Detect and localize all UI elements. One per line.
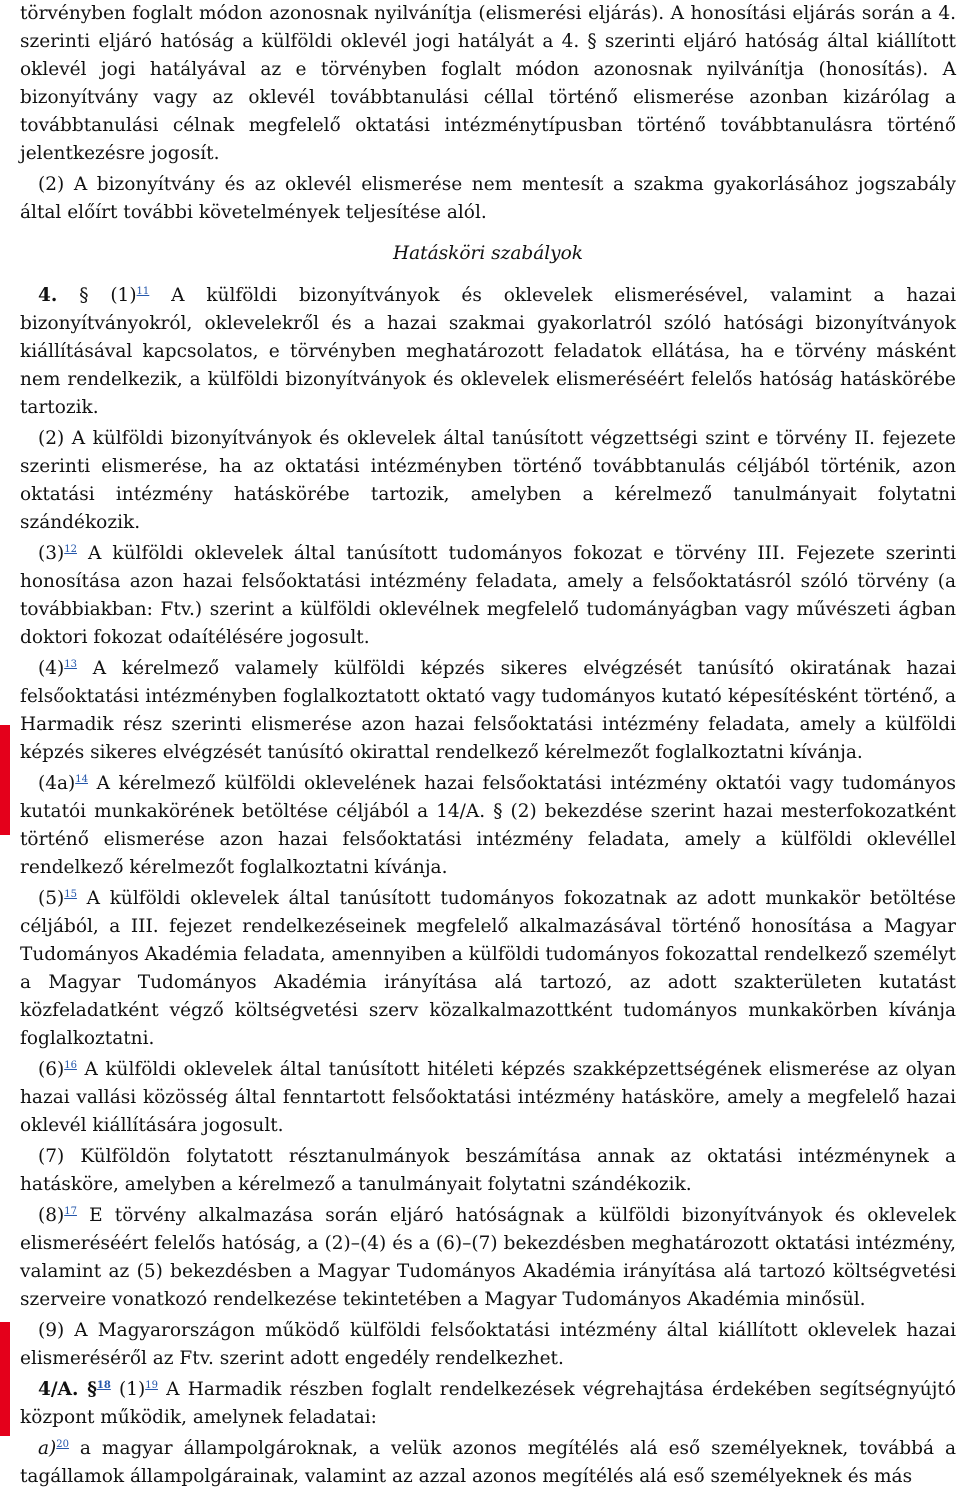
subsection-number: (6)	[38, 1059, 65, 1080]
subsection-number: (3)	[38, 543, 65, 564]
subsection-number: (1)	[110, 1379, 146, 1400]
list-item-a	[20, 1435, 956, 1491]
footnote-link-11[interactable]: 11	[136, 285, 150, 297]
footnote-link-19[interactable]: 19	[145, 1379, 158, 1391]
subsection-number: (5)	[38, 888, 65, 909]
footnote-link-13[interactable]: 13	[64, 658, 77, 670]
footnote-link-16[interactable]: 16	[64, 1059, 77, 1071]
document-page	[20, 0, 956, 1494]
section-4-4-text: A kérelmező valamely külföldi képzés sikeres elvégzését tanúsító okiratának hazai felsőoktatási intézményben foglalkoztatott oktató vagy tudományos kutató képesítésként történő, a Harmadik rész szerinti elismerése azon hazai felsőoktatási intézmény feladata, amely a külföldi képzés sikeres elvégzését tanúsító okirattal rendelkező kérelmezőt foglalkoztatni kívánja.	[20, 658, 956, 763]
section-symbol: § (1)	[57, 285, 137, 306]
section-4-4a-text: A kérelmező külföldi oklevelének hazai felsőoktatási intézmény oktatói vagy tudományos kutatói munkakörének betöltése céljából a 14/A. § (2) bekezdése szerint hazai mesterfokozatként történő elismerése azon hazai felsőoktatási intézmény feladata, amely a külföldi oklevéllel rendelkező kérelmezőt foglalkoztatni kívánja.	[20, 773, 956, 878]
section-4-5	[20, 885, 956, 1053]
section-4-5-text: A külföldi oklevelek által tanúsított tudományos fokozatnak az adott munkakör betöltése céljából, a III. fejezet rendelkezéseinek megfelelő alkalmazásával történő honosítása a Magyar Tudományos Akadémia feladata, amennyiben a külföldi tudományos fokozattal rendelkező személyt a Magyar Tudományos Akadémia irányítása alá tartozó, az adott szakterületen kutatást közfeladatként végző költségvetési szerv közalkalmazottként tudományos munkakörben kívánja foglalkoztatni.	[20, 888, 956, 1049]
item-label: a)	[38, 1438, 57, 1459]
section-4-7: (7) Külföldön folytatott résztanulmányok beszámítása annak az oktatási intézménynek a hatásköre, amelyben a kérelmező a tanulmányait folytatni szándékozik.	[20, 1146, 956, 1195]
paragraph-3-2: (2) A bizonyítvány és az oklevél elismerése nem mentesít a szakma gyakorlásához jogszabály által előírt további követelmények teljesítése alól.	[20, 174, 956, 223]
section-4-6	[20, 1056, 956, 1140]
section-4-4a	[20, 770, 956, 882]
footnote-link-14[interactable]: 14	[75, 773, 88, 785]
subsection-number: (4a)	[38, 773, 76, 794]
amendment-marker-4a	[0, 725, 10, 835]
item-a-text: a magyar állampolgároknak, a velük azonos megítélés alá eső személyeknek, továbbá a tagállamok állampolgárainak, valamint az azzal azonos megítélés alá eső személyeknek és más	[20, 1438, 956, 1487]
section-4-9: (9) A Magyarországon működő külföldi felsőoktatási intézmény által kiállított oklevelek hazai elismeréséről az Ftv. szerint adott engedély rendelkezhet.	[20, 1320, 956, 1369]
paragraph-continued: törvényben foglalt módon azonosnak nyilvánítja (elismerési eljárás). A honosítási eljárás során a 4. szerinti eljáró hatóság a külföldi oklevél jogi hatályát a 4. § szerinti eljáró hatóság által kiállított oklevél jogi hatályával az e törvényben foglalt módon azonosnak nyilvánítja (honosítás). A bizonyítvány vagy az oklevél továbbtanulási céllal történő elismerése azonban kizárólag a továbbtanulási célnak megfelelő oktatási intézménytípusban történő továbbtanulásra történő jelentkezésre jogosít.	[20, 3, 956, 164]
section-4-6-text: A külföldi oklevelek által tanúsított hitéleti képzés szakképzettségének elismerése az olyan hazai vallási közösség által fenntartott felsőoktatási intézmény hatásköre, amely a megfelelő hazai oklevél kiállítására jogosult.	[20, 1059, 956, 1136]
footnote-link-20[interactable]: 20	[56, 1438, 69, 1450]
footnote-link-18[interactable]: 18	[96, 1379, 111, 1391]
section-number: 4.	[38, 285, 58, 306]
section-4A-1	[20, 1376, 956, 1432]
section-4-3-text: A külföldi oklevelek által tanúsított tudományos fokozat e törvény III. Fejezete szerinti honosítása azon hazai felsőoktatási intézmény feladata, amely a felsőoktatásról szóló törvény (a továbbiakban: Ftv.) szerint a külföldi oklevélnek megfelelő tudományágban vagy művészeti ágban doktori fokozat odaítélésére jogosult.	[20, 543, 956, 648]
section-4-3	[20, 540, 956, 652]
subsection-number: (4)	[38, 658, 65, 679]
section-4-4	[20, 655, 956, 767]
section-4-8-text: E törvény alkalmazása során eljáró hatóságnak a külföldi bizonyítványok és oklevelek elismeréséért felelős hatóság, a (2)–(4) és a (6)–(7) bekezdésben meghatározott oktatási intézmény, valamint az (5) bekezdésben a Magyar Tudományos Akadémia irányítása alá tartozó költségvetési szerveire vonatkozó rendelkezése tekintetében a Magyar Tudományos Akadémia minősül.	[20, 1205, 956, 1310]
amendment-marker-4A	[0, 1322, 10, 1436]
footnote-link-12[interactable]: 12	[64, 543, 77, 555]
section-4-2: (2) A külföldi bizonyítványok és oklevelek által tanúsított végzettségi szint e törvény II. fejezete szerinti elismerése, ha az oktatási intézményben történő továbbtanulás céljából történik, azon oktatási intézmény hatáskörébe tartozik, amelyben a kérelmező tanulmányait folytatni szándékozik.	[20, 428, 956, 533]
section-heading: Hatásköri szabályok	[393, 243, 583, 264]
footnote-link-17[interactable]: 17	[64, 1205, 77, 1217]
subsection-number: (8)	[38, 1205, 65, 1226]
footnote-link-15[interactable]: 15	[64, 888, 77, 900]
section-4-1	[20, 282, 956, 422]
section-4-1-text: A külföldi bizonyítványok és oklevelek elismerésével, valamint a hazai bizonyítványokról, oklevelekről és a hazai szakmai gyakorlatról szóló hatósági bizonyítványok kiállításával kapcsolatos, e törvényben meghatározott feladatok ellátása, ha e törvény másként nem rendelkezik, a külföldi bizonyítványok és oklevelek elismeréséért felelős hatóság hatáskörébe tartozik.	[20, 285, 957, 418]
section-4A-1-text: A Harmadik részben foglalt rendelkezések végrehajtása érdekében segítségnyújtó központ működik, amelynek feladatai:	[20, 1379, 956, 1428]
section-number: 4/A. §	[38, 1379, 97, 1400]
section-4-8	[20, 1202, 956, 1314]
